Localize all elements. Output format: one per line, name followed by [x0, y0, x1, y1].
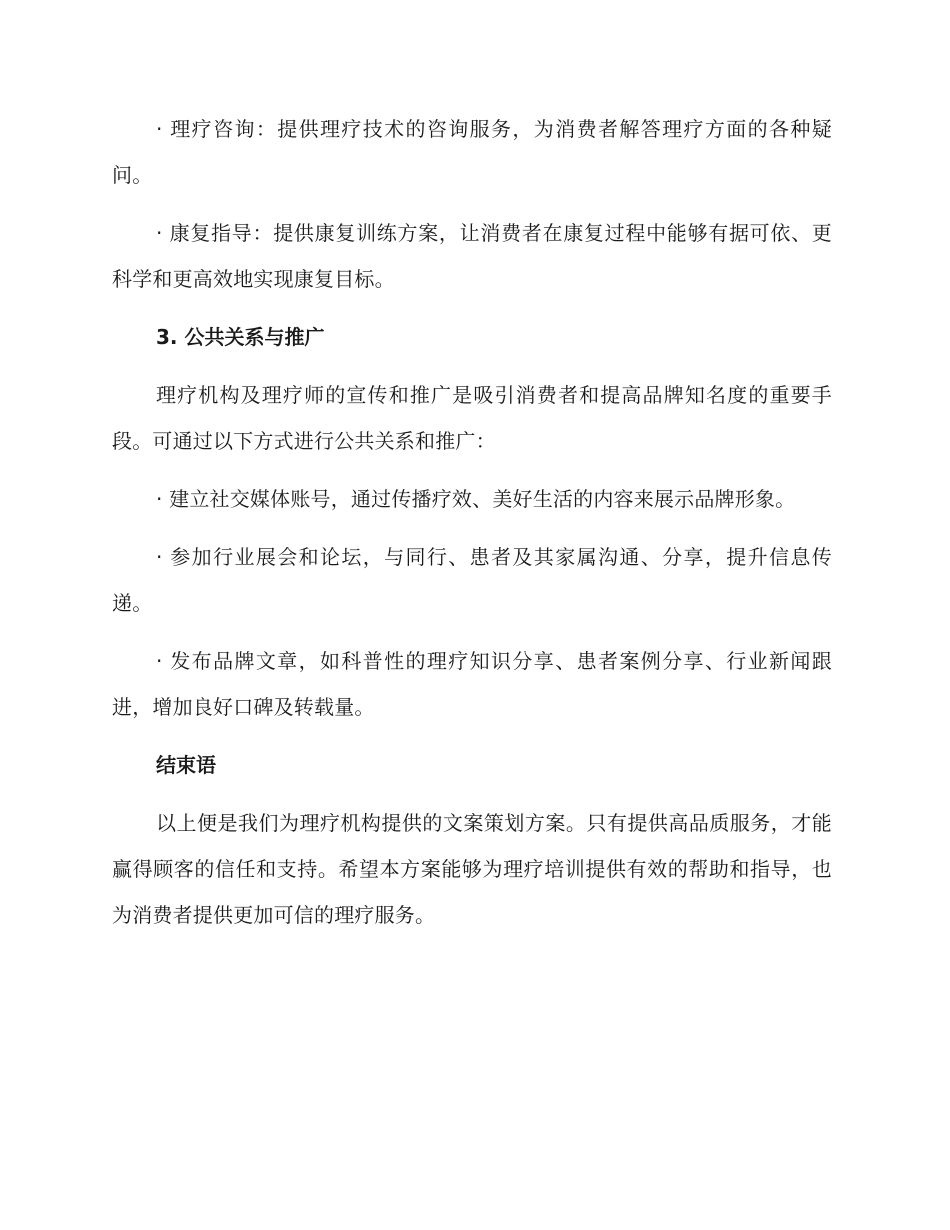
bullet-consultation: · 理疗咨询：提供理疗技术的咨询服务，为消费者解答理疗方面的各种疑问。	[112, 117, 832, 187]
bullet-rehabilitation: · 康复指导：提供康复训练方案，让消费者在康复过程中能够有据可依、更科学和更高效地实现康复目标。	[112, 221, 832, 291]
conclusion-paragraph: 以上便是我们为理疗机构提供的文案策划方案。只有提供高品质服务，才能赢得顾客的信任和支持。希望本方案能够为理疗培训提供有效的帮助和指导，也为消费者提供更加可信的理疗服务。	[112, 811, 832, 927]
document-body	[112, 106, 832, 950]
conclusion-heading: 结束语	[156, 753, 216, 777]
section-heading-public-relations: 3. 公共关系与推广	[156, 325, 325, 349]
bullet-social-media: · 建立社交媒体账号，通过传播疗效、美好生活的内容来展示品牌形象。	[156, 487, 796, 511]
bullet-brand-articles: · 发布品牌文章，如科普性的理疗知识分享、患者案例分享、行业新闻跟进，增加良好口碑及转载量。	[112, 649, 832, 719]
bullet-expo-forum: · 参加行业展会和论坛，与同行、患者及其家属沟通、分享，提升信息传递。	[112, 545, 832, 615]
section-intro-paragraph: 理疗机构及理疗师的宣传和推广是吸引消费者和提高品牌知名度的重要手段。可通过以下方式进行公共关系和推广：	[112, 383, 832, 453]
